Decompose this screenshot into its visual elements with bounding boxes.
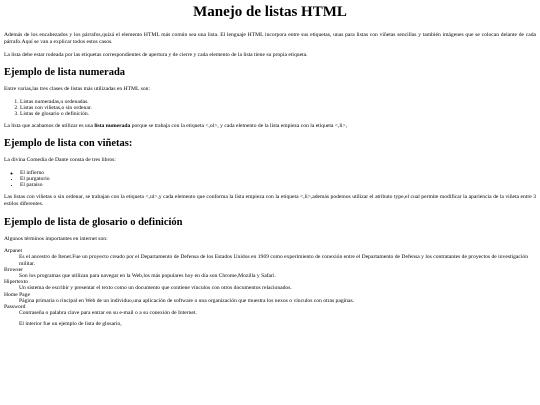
list-item: 2. Listas con viñetas,o sin ordenar. [20,105,536,111]
glossary-definition: Un sistema de escribir y presentar el texto como un documento que contiene vínculos con otros documentos relacionados. [19,285,292,292]
glossary-term: Home Page [4,291,30,298]
glossary-list-heading: Ejemplo de lista de glosario o definición [4,216,183,228]
intro-paragraph-2: La lista debe estar rodeada por las etiquetas correspondientes de apertura y de cierre y cada elemento de la lista tiene su propia etiqueta. [4,51,308,58]
numbered-list-intro: Entre varias,las tres clases de listas más utilizadas en HTML son: [4,86,150,93]
glossary-term: Browser [4,266,23,273]
note-bold-text: lista numerada [94,122,131,129]
glossary-term: Password [4,303,26,310]
numbered-list [4,99,536,118]
spacer [4,150,536,157]
intro-paragraph: Además de los encabezados y los párrafos,quizá el elemento HTML más común sea una lista. El lenguaje HTML incorpora entre sus etiquetas, unas para listas con viñetas sencillas y también imágenes que se colocan delante de cada párrafo.Aquí se van a explicar todos estos casos. [4,32,536,46]
list-item: • El purgatorio [20,176,536,182]
glossary-term: Hipertexto [4,279,28,286]
list-item: 3. Listas de glosario o definición. [20,111,536,117]
page-title: Manejo de listas HTML [193,4,347,20]
bulleted-list-note: Las listas con viñetas o sin ordenar, se trabajan con la etiqueta <,ul>,y cada elemento que conforma la lista empieza con la etiqueta <,li>,además podemos utilizar el atributo type,el cual permite modificar la apariencia de la viñeta entre 3 estilos diferentes. [4,193,536,208]
list-item: 1. Listas numeradas,u ordenadas. [20,99,536,105]
spacer [4,59,536,66]
list-item: ◦ El infierno [20,170,536,176]
note-text: porque se trabaja con la etiqueta <,ol>, y cada elemento de la lista empieza con la etiqueta <,li>, [130,122,348,129]
spacer [4,130,536,137]
glossary-definition: Son los programas que utilizan para navegar en la Web,los más populares hoy en día son Chrome,Mozilla y Safari. [19,272,276,279]
bulleted-list [4,170,536,189]
glossary-closing: El interior fue un ejemplo de lista de glosario, [19,321,122,328]
spacer [4,79,536,86]
numbered-list-heading: Ejemplo de lista numerada [4,67,126,79]
spacer [4,229,536,236]
spacer [4,209,536,216]
note-text: La lista que acabamos de utilizar es una [4,122,95,129]
glossary-term: Arpanet [4,248,23,255]
glossary-definition: Página primaria o rincipal en Web de un individuo,una aplicación de software o una organización que muestra los nexos o vínculos con otras paginas. [19,297,355,304]
bulleted-list-heading: Ejemplo de lista con viñetas: [4,138,133,150]
glossary-list [4,248,536,316]
bulleted-list-intro: La divina Comedia de Dante consta de tres libros: [4,157,116,164]
glossary-list-intro: Algunos términos importantes en internet son: [4,235,108,242]
numbered-list-note [4,123,536,130]
spacer [4,21,536,32]
list-item: • El paraíso [20,182,536,188]
glossary-definition: Es el ancestro de Itenet.Fue un proyecto creado por el Departamento de Defensa de los Estados Unidos en 1969 como experimiento de conexión entre el Departamento de Defensa y los contratantes de proyectos de investigación militar. [19,254,529,267]
glossary-definition: Contraseña o palabra clave para entrar en su e-mail o a su conexión de Internet. [19,310,197,317]
